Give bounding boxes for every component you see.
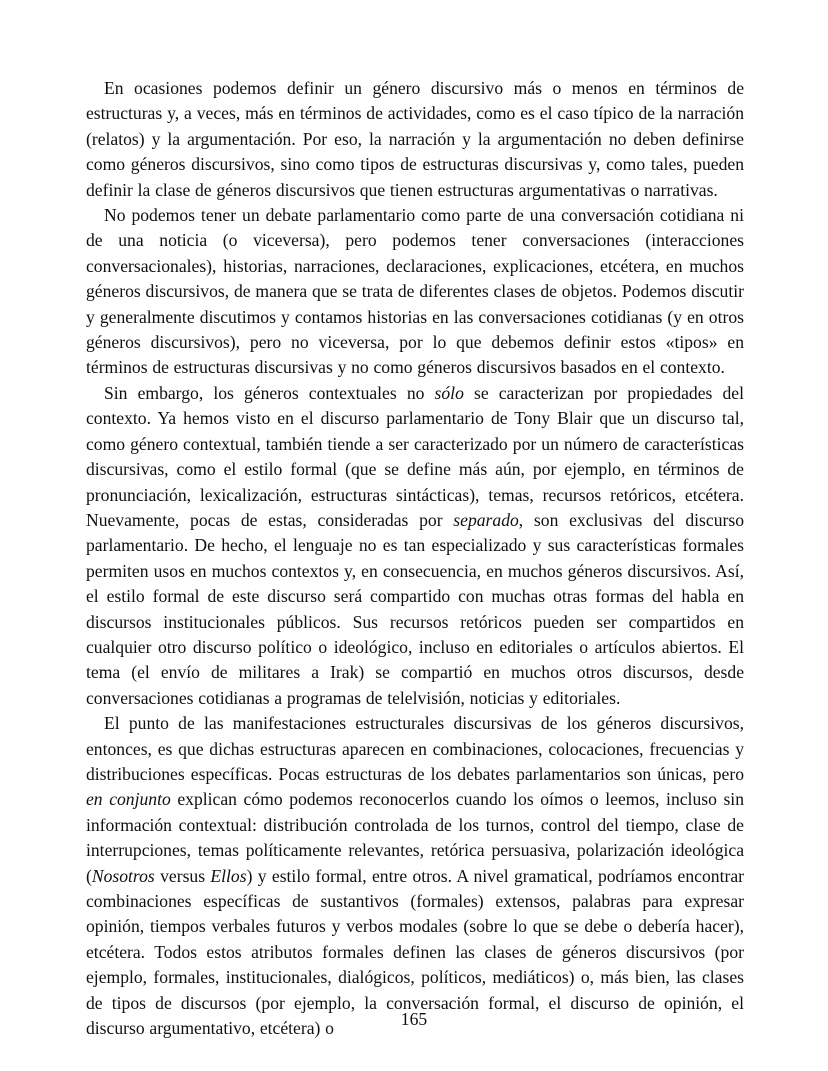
page-number: 165 <box>400 1009 428 1029</box>
body-text-block <box>86 76 744 1041</box>
paragraph: El punto de las manifestaciones estructurales discursivas de los géneros discursivos, entonces, es que dichas estructuras aparecen en combinaciones, colocaciones, frecuencias y distribuciones específicas. Pocas estructuras de los debates parlamentarios son únicas, pero en conjunto explican cómo podemos reconocerlos cuando los oímos o leemos, incluso sin información contextual: distribución controlada de los turnos, control del tiempo, clase de interrupciones, temas políticamente relevantes, retórica persuasiva, polarización ideológica (Nosotros versus Ellos) y estilo formal, entre otros. A nivel gramatical, podríamos encontrar combinaciones específicas de sustantivos (formales) extensos, palabras para expresar opinión, tiempos verbales futuros y verbos modales (sobre lo que se debe o debería hacer), etcétera. Todos estos atributos formales definen las clases de géneros discursivos (por ejemplo, formales, institucionales, dialógicos, políticos, mediáticos) o, más bien, las clases de tipos de discursos (por ejemplo, la conversación formal, el discurso de opinión, el discurso argumentativo, etcétera) o <box>86 713 744 1039</box>
paragraph: En ocasiones podemos definir un género discursivo más o menos en términos de estructuras y, a veces, más en términos de actividades, como es el caso típico de la narración (relatos) y la argumentación. Por eso, la narración y la argumentación no deben definirse como géneros discursivos, sino como tipos de estructuras discursivas y, como tales, pueden definir la clase de géneros discursivos que tienen estructuras argumentativas o narrativas. <box>86 78 744 200</box>
paragraph: No podemos tener un debate parlamentario como parte de una conversación cotidiana ni de una noticia (o viceversa), pero podemos tener conversaciones (interacciones conversacionales), historias, narraciones, declaraciones, explicaciones, etcétera, en muchos géneros discursivos, de manera que se trata de diferentes clases de objetos. Podemos discutir y generalmente discutimos y contamos historias en las conversaciones cotidianas (y en otros géneros discursivos), pero no viceversa, por lo que debemos definir estos «tipos» en términos de estructuras discursivas y no como géneros discursivos basados en el contexto. <box>86 205 744 378</box>
emphasis-text: sólo <box>434 382 464 403</box>
emphasis-text: Ellos <box>210 865 247 886</box>
emphasis-text: en conjunto <box>86 789 171 810</box>
emphasis-text: Nosotros <box>91 865 155 886</box>
paragraph: Sin embargo, los géneros contextuales no sólo se caracterizan por propiedades del contexto. Ya hemos visto en el discurso parlamentario de Tony Blair que un discurso tal, como género contextual, también tiende a ser caracterizado por un número de características discursivas, como el estilo formal (que se define más aún, por ejemplo, en términos de pronunciación, lexicalización, estructuras sintácticas), temas, recursos retóricos, etcétera. Nuevamente, pocas de estas, consideradas por separado, son exclusivas del discurso parlamentario. De hecho, el lenguaje no es tan especializado y sus características formales permiten usos en muchos contextos y, en consecuencia, en muchos géneros discursivos. Así, el estilo formal de este discurso será compartido con muchas otras formas del habla en discursos institucionales públicos. Sus recursos retóricos pueden ser compartidos en cualquier otro discurso político o ideológico, incluso en editoriales o artículos abiertos. El tema (el envío de militares a Irak) se compartió en muchos otros discursos, desde conversaciones cotidianas a programas de telelvisión, noticias y editoriales. <box>86 382 744 708</box>
emphasis-text: separado <box>453 509 519 530</box>
